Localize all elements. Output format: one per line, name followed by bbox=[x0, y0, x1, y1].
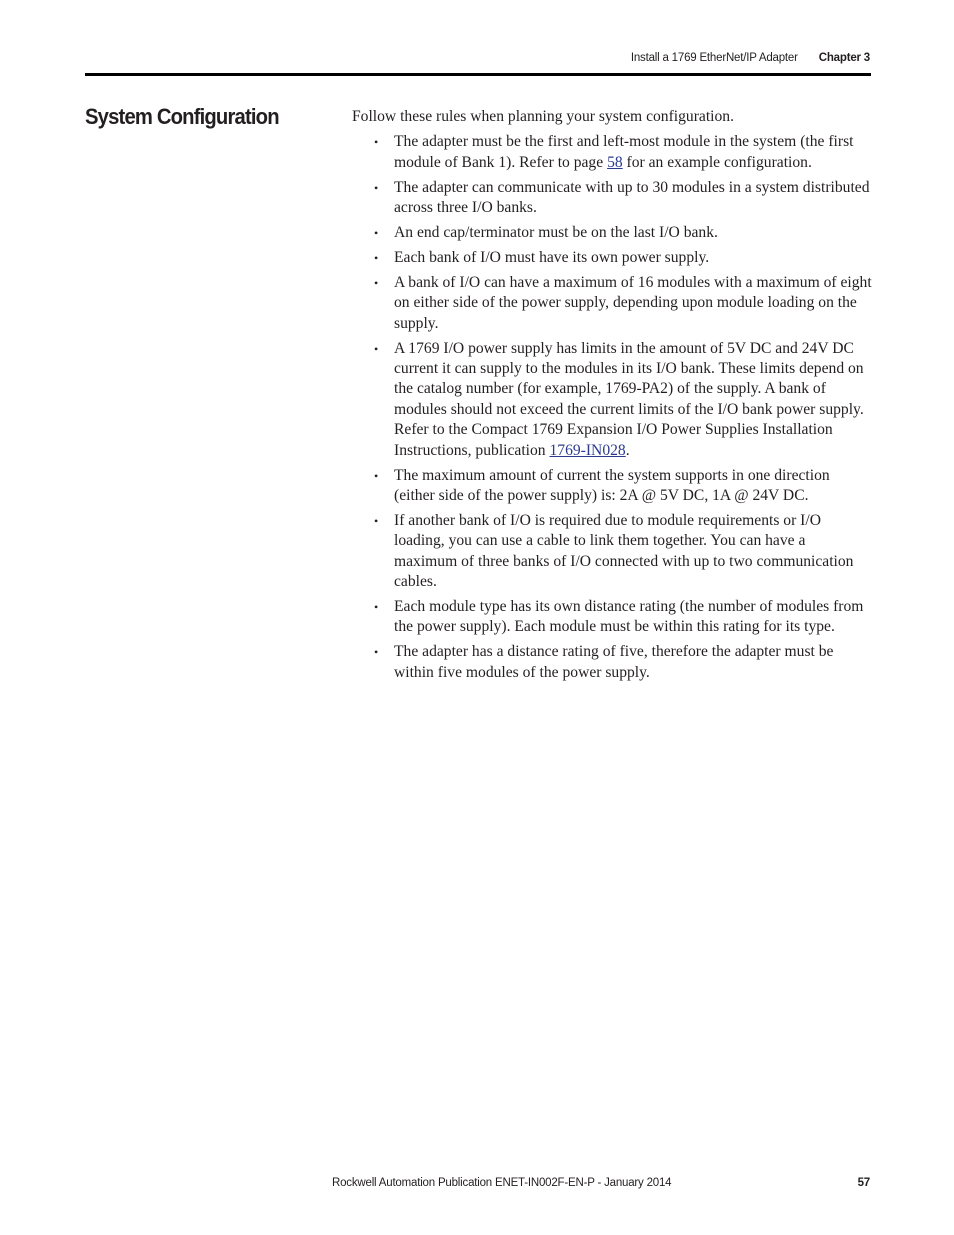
bullet-icon: • bbox=[374, 599, 379, 614]
rule-text: The maximum amount of current the system supports in one direction (either side of the power supply) is: 2A @ 5V DC, 1A @ 24V DC. bbox=[394, 466, 830, 504]
rule-item bbox=[352, 178, 872, 219]
intro-paragraph: Follow these rules when planning your system configuration. bbox=[352, 108, 734, 125]
rule-item bbox=[352, 132, 872, 173]
bullet-icon: • bbox=[374, 250, 379, 265]
bullet-icon: • bbox=[374, 468, 379, 483]
bullet-icon: • bbox=[374, 180, 379, 195]
rule-item bbox=[352, 597, 872, 638]
rule-item bbox=[352, 273, 872, 334]
bullet-icon: • bbox=[374, 645, 379, 660]
section-heading: System Configuration bbox=[85, 104, 279, 129]
rule-text: . bbox=[625, 441, 630, 459]
rules-list bbox=[352, 132, 872, 683]
rule-text: A bank of I/O can have a maximum of 16 modules with a maximum of eight on either side of the power supply, depending upon module loading on the supply. bbox=[394, 273, 872, 332]
body-copy bbox=[352, 107, 872, 688]
rule-text: The adapter has a distance rating of five, therefore the adapter must be within five modules of the power supply. bbox=[394, 643, 834, 681]
rule-text: The adapter can communicate with up to 30 modules in a system distributed across three I/O banks. bbox=[394, 178, 870, 217]
page-number: 57 bbox=[857, 1177, 870, 1189]
rule-text: The adapter must be the first and left-most module in the system (the first module of Bank 1). Refer to page bbox=[394, 133, 854, 171]
rule-item bbox=[352, 248, 872, 268]
rule-item bbox=[352, 511, 872, 593]
rule-text: for an example configuration. bbox=[622, 153, 812, 171]
bullet-icon: • bbox=[374, 341, 379, 356]
rule-text: If another bank of I/O is required due to module requirements or I/O loading, you can use a cable to link them together. You can have a maximum of three banks of I/O connected with up to two communication cables. bbox=[394, 511, 854, 591]
rule-item bbox=[352, 223, 872, 243]
header-section-name: Install a 1769 EtherNet/IP Adapter bbox=[630, 52, 798, 64]
rule-text: Each bank of I/O must have its own power supply. bbox=[394, 248, 710, 266]
running-header bbox=[631, 52, 870, 64]
rule-item bbox=[352, 339, 872, 461]
header-chapter-label: Chapter 3 bbox=[818, 52, 870, 64]
bullet-icon: • bbox=[374, 135, 379, 150]
publication-1769-in028-link[interactable]: 1769-IN028 bbox=[549, 441, 626, 459]
bullet-icon: • bbox=[374, 226, 379, 241]
rule-text: An end cap/terminator must be on the last I/O bank. bbox=[394, 224, 718, 242]
bullet-icon: • bbox=[374, 513, 379, 528]
bullet-icon: • bbox=[374, 275, 379, 290]
rule-text: A 1769 I/O power supply has limits in the amount of 5V DC and 24V DC current it can supply to the modules in its I/O bank. These limits depend on the catalog number (for example, 1769-PA2) of the supply. A bank of modules should not exceed the current limits of the I/O bank power supply. Refer to the Compact 1769 Expansion I/O Power Supplies Installation Instructions, publication bbox=[394, 339, 864, 459]
rule-item bbox=[352, 466, 872, 507]
rule-text: Each module type has its own distance rating (the number of modules from the power supply). Each module must be within this rating for its type. bbox=[394, 597, 864, 636]
header-rule bbox=[85, 73, 871, 76]
rule-item bbox=[352, 642, 872, 683]
page-58-link[interactable]: 58 bbox=[607, 153, 623, 171]
footer-publication: Rockwell Automation Publication ENET-IN002F-EN-P - January 2014 bbox=[332, 1177, 672, 1189]
